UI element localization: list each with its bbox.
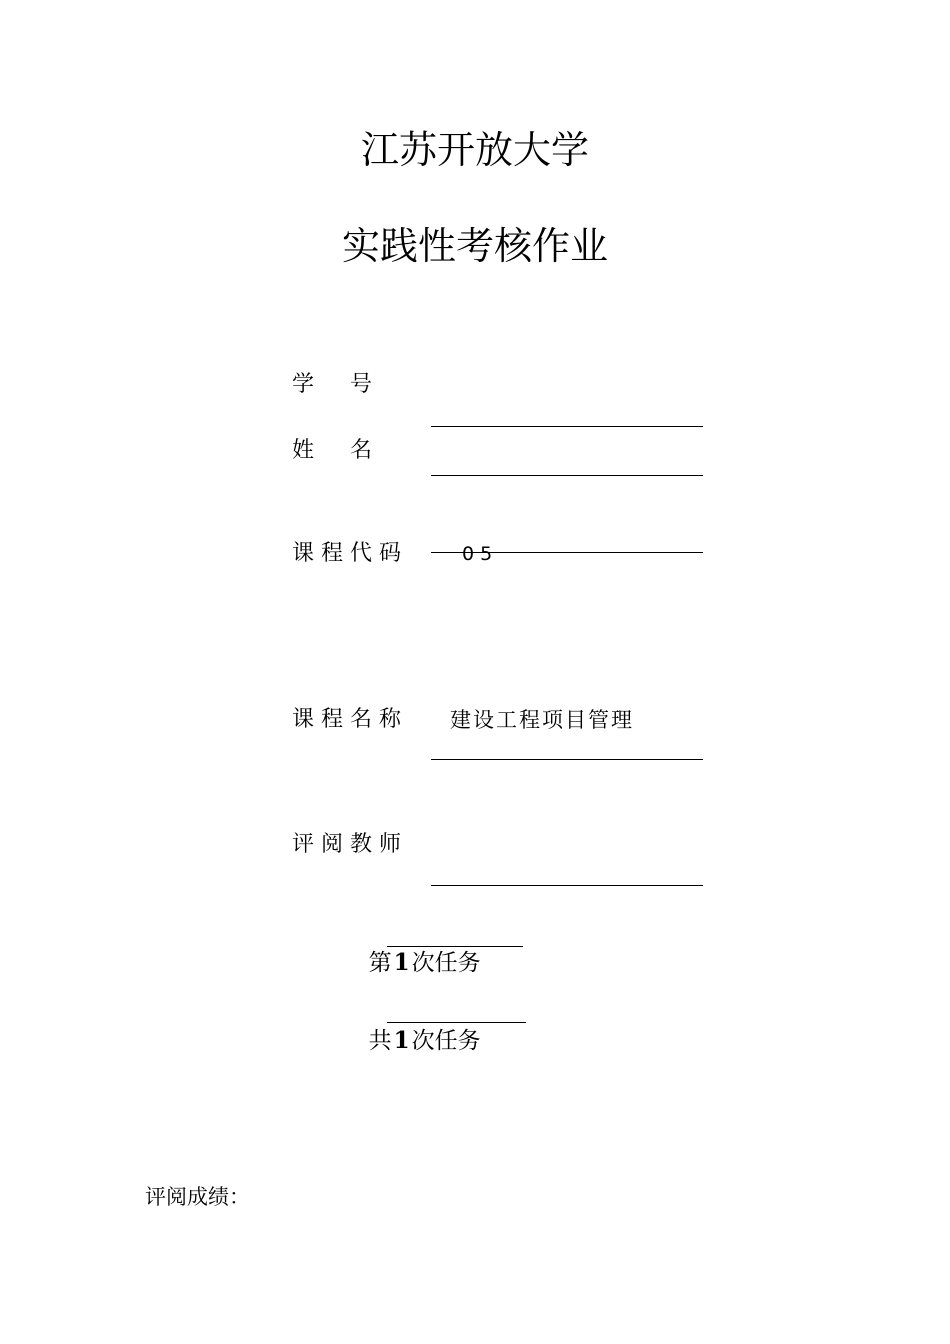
total-task [354,996,481,1056]
assignment-title: 实践性考核作业 [341,224,608,268]
current-task [354,918,481,978]
course-name-underline [431,759,703,760]
total-task-prefix: 共 [368,1028,392,1054]
university-title: 江苏开放大学 [360,128,589,172]
student-id-underline [431,426,703,427]
total-task-underline [387,1022,526,1023]
total-task-number: 1 [393,1027,410,1054]
reviewer-underline [431,885,703,886]
course-name-value: 建设工程项目管理 [450,708,634,732]
course-code-underline [431,552,703,553]
current-task-prefix: 第 [368,950,392,976]
name-label: 姓 名 [292,438,372,463]
grade-label: 评阅成绩： [145,1185,250,1209]
course-code-value: 0 5 [462,543,493,565]
reviewer-label: 评 阅 教 师 [292,832,401,857]
course-name-label: 课 程 名 称 [292,707,401,732]
current-task-suffix: 次任务 [411,950,481,976]
total-task-suffix: 次任务 [411,1028,481,1054]
current-task-number: 1 [393,949,410,976]
name-underline [431,475,703,476]
student-id-label: 学 号 [292,372,372,397]
current-task-underline [387,946,523,947]
course-code-label: 课 程 代 码 [292,541,401,566]
